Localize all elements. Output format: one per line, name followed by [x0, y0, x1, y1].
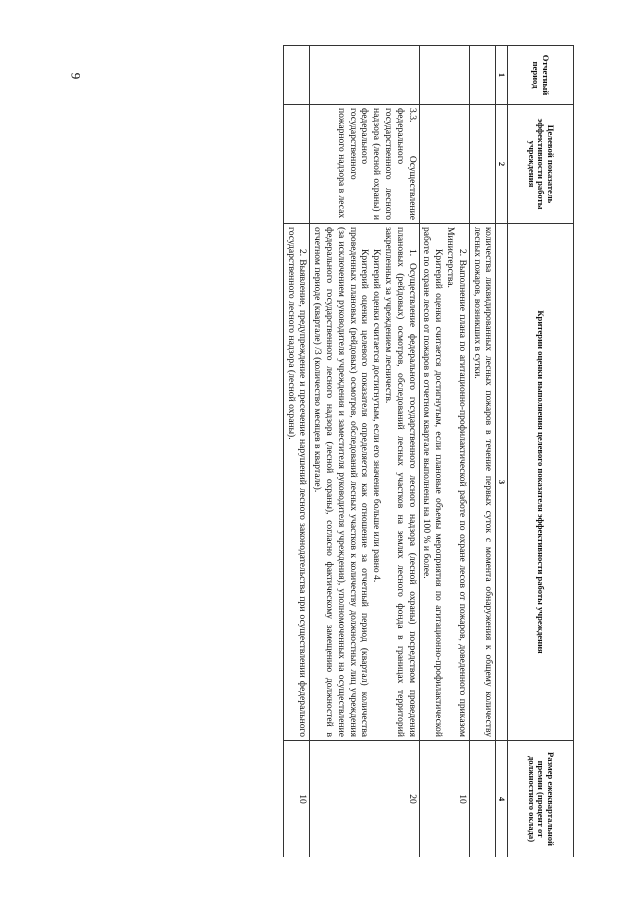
premium-cell: 10 [419, 741, 469, 858]
rotated-table-container [110, 45, 574, 857]
table-row [310, 46, 419, 858]
premium-cell: 10 [283, 741, 310, 858]
column-number: 2 [496, 105, 508, 224]
indicator-cell [283, 105, 310, 224]
period-cell [419, 46, 469, 105]
criteria-cell [310, 224, 419, 741]
indicator-cell [419, 105, 469, 224]
header-period: Отчетный период [508, 46, 574, 105]
page-number: 9 [68, 72, 84, 80]
premium-criteria-table [283, 45, 574, 857]
indicator-cell: 3.3. Осуществление федерального государственного лесного надзора (лесной охраны) и федерального государственного пожарного надзора в лесах [310, 105, 419, 224]
criteria-text: Критерий оценки целевого показателя определяется как отношение за отчетный период (квартал) количества проведенных плановых (рейдовых) осмотров, обследований лесных участков к количеству должностных лиц учреждения (за исключением руководителя учреждения и заместителя руководителя учреждения), уполномоченных на осуществление федерального государственного лесного надзора (лесной охраны), согласно фактическому замещению должностей в отчетном периоде (квартале) /3 (количество месяцев в квартале). [312, 227, 371, 737]
period-cell [469, 46, 496, 105]
table-header-row [508, 46, 574, 858]
premium-cell: 20 [310, 741, 419, 858]
criteria-cell [283, 224, 310, 741]
table-row [419, 46, 469, 858]
table-row [283, 46, 310, 858]
criteria-text: 2. Выявление, предупреждение и пресечение нарушений лесного законодательства при осуществлении федерального государственного лесного надзора (лесной охраны). [285, 227, 309, 737]
table-row [469, 46, 496, 858]
header-premium: Размер ежеквартальной премии (процент от должностного оклада) [508, 741, 574, 858]
indicator-cell [469, 105, 496, 224]
period-cell [310, 46, 419, 105]
period-cell [283, 46, 310, 105]
header-indicator: Целевой показатель эффективности работы учреждения [508, 105, 574, 224]
criteria-cell [419, 224, 469, 741]
criteria-cell [469, 224, 496, 741]
column-number-row [496, 46, 508, 858]
criteria-text: Критерий оценки считается достигнутым, если плановые объемы мероприятия по агитационно-профилактической работе по охране лесов от пожаров в отчетном квартале выполнены на 100 % и более. [421, 227, 445, 737]
criteria-text: 1. Осуществление федерального государственного лесного надзора (лесной охраны) посредством проведения плановых (рейдовых) осмотров, обследований лесных участков на землях лесного фонда в границах территорий закрепленных за учреждением лесничеств. [383, 227, 418, 737]
column-number: 4 [496, 741, 508, 858]
criteria-text: количества ликвидированных лесных пожаров в течение первых суток с момента обнаружения к общему количеству лесных пожаров, возникших в сутки. [471, 227, 495, 737]
column-number: 1 [496, 46, 508, 105]
criteria-text: Критерий оценки считается достигнутым, если его значение больше или равно 4. [371, 249, 383, 583]
column-number: 3 [496, 224, 508, 741]
document-table-area [110, 45, 574, 857]
header-criteria: Критерии оценки выполнения целевого показателя эффективности работы учреждения [508, 224, 574, 741]
premium-cell [469, 741, 496, 858]
criteria-text: 2. Выполнение плана по агитационно-профилактической работе по охране лесов от пожаров, доведенного приказом Министерства. [445, 227, 468, 737]
